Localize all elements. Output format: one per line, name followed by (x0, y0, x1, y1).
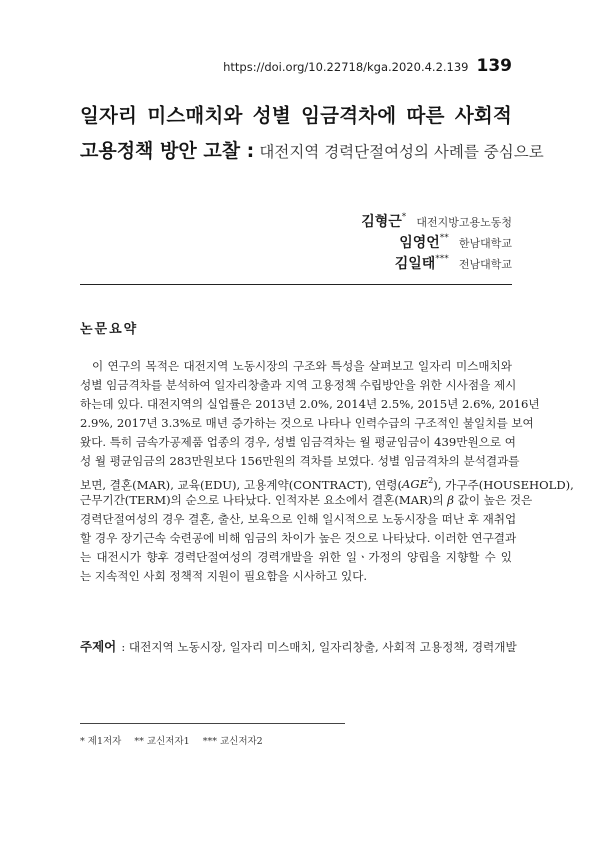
keywords-text: : 대전지역 노동시장, 일자리 미스매치, 일자리창출, 사회적 고용정책, 경력개발 (121, 640, 517, 654)
abstract-line: 경력단절여성의 경우 결혼, 출산, 보육으로 인해 일시적으로 노동시장을 떠난 후 재취업 (80, 511, 517, 526)
keywords (80, 636, 517, 655)
running-head (223, 56, 512, 76)
abstract-text: ), 가구주(HOUSEHOLD), (433, 477, 574, 492)
author-affiliation: 대전지방고용노동청 (416, 216, 512, 229)
abstract-line: 는 대전시가 향후 경력단절여성의 경력개발을 위한 일ㆍ가정의 양립을 지향할 수 있 (80, 549, 512, 564)
abstract-line: 성별 임금격차를 분석하여 일자리창출과 지역 고용정책 수립방안을 위한 시사점을 제시 (80, 378, 517, 393)
footnotes (80, 733, 273, 747)
math-age-squared (402, 477, 433, 491)
math-beta: β (447, 492, 454, 507)
title-line-2 (80, 136, 544, 163)
author-name: 임영언 (399, 235, 440, 251)
author-list (361, 210, 512, 273)
page-number: 139 (476, 56, 512, 76)
section-divider (80, 284, 512, 285)
math-variable: AGE (402, 477, 429, 492)
abstract-line: 이 연구의 목적은 대전지역 노동시장의 구조와 특성을 살펴보고 일자리 미스매치와 (92, 359, 512, 373)
footnote-corresponding-1: ** 교신저자1 (134, 736, 190, 747)
abstract-body (80, 357, 574, 586)
author-row (361, 231, 512, 252)
author-name: 김형근 (361, 214, 402, 230)
abstract-text: 근무기간(TERM)의 순으로 나타났다. 인적자본 요소에서 결혼(MAR)의 (80, 492, 444, 507)
footnote-divider (80, 723, 345, 724)
footnote-corresponding-2: *** 교신저자2 (202, 736, 263, 747)
paper-title (80, 100, 544, 163)
author-mark: *** (435, 254, 449, 264)
abstract-line: 는 지속적인 사회 정책적 지원이 필요함을 시사하고 있다. (80, 569, 368, 584)
abstract-line: 할 경우 장기근속 숙련공에 비해 임금의 차이가 높은 것으로 나타났다. 이러한 연구결과 (80, 530, 517, 545)
author-mark: * (401, 212, 407, 222)
doi-link[interactable]: https://doi.org/10.22718/kga.2020.4.2.139 (223, 60, 469, 74)
abstract-line: 2.9%, 2017년 3.3%로 매년 증가하는 것으로 나타나 인력수급의 구조적인 불일치를 보여 (80, 416, 534, 431)
author-mark: ** (439, 233, 449, 243)
abstract-line (80, 491, 533, 510)
abstract-heading: 논문요약 (80, 322, 139, 337)
abstract-text: 값이 높은 것은 (457, 492, 533, 507)
subtitle: 대전지역 경력단절여성의 사례를 중심으로 (259, 143, 544, 161)
title-line-1: 일자리 미스매치와 성별 임금격차에 따른 사회적 (80, 104, 512, 127)
abstract-line: 성 월 평균임금의 283만원보다 156만원의 격차를 보였다. 성별 임금격차의 분석결과를 (80, 454, 520, 469)
author-row (361, 252, 512, 273)
math-exponent: 2 (428, 476, 434, 486)
abstract-line: 왔다. 특히 금속가공제품 업종의 경우, 성별 임금격차는 월 평균임금이 439만원으로 여 (80, 435, 516, 450)
title-main: 고용정책 방안 고찰 : (80, 140, 255, 162)
abstract-line (80, 472, 574, 492)
abstract-line: 하는데 있다. 대전지역의 실업률은 2013년 2.0%, 2014년 2.5%, 2015년 2.6%, 2016년 (80, 397, 540, 412)
author-name: 김일태 (394, 256, 436, 272)
keywords-label: 주제어 (80, 639, 117, 654)
abstract-text: 보면, 결혼(MAR), 교육(EDU), 고용계약(CONTRACT), 연령( (80, 477, 403, 492)
author-affiliation: 한남대학교 (458, 237, 512, 250)
footnote-first-author: * 제1저자 (80, 736, 122, 747)
author-row (361, 210, 512, 231)
author-affiliation: 전남대학교 (458, 258, 512, 271)
